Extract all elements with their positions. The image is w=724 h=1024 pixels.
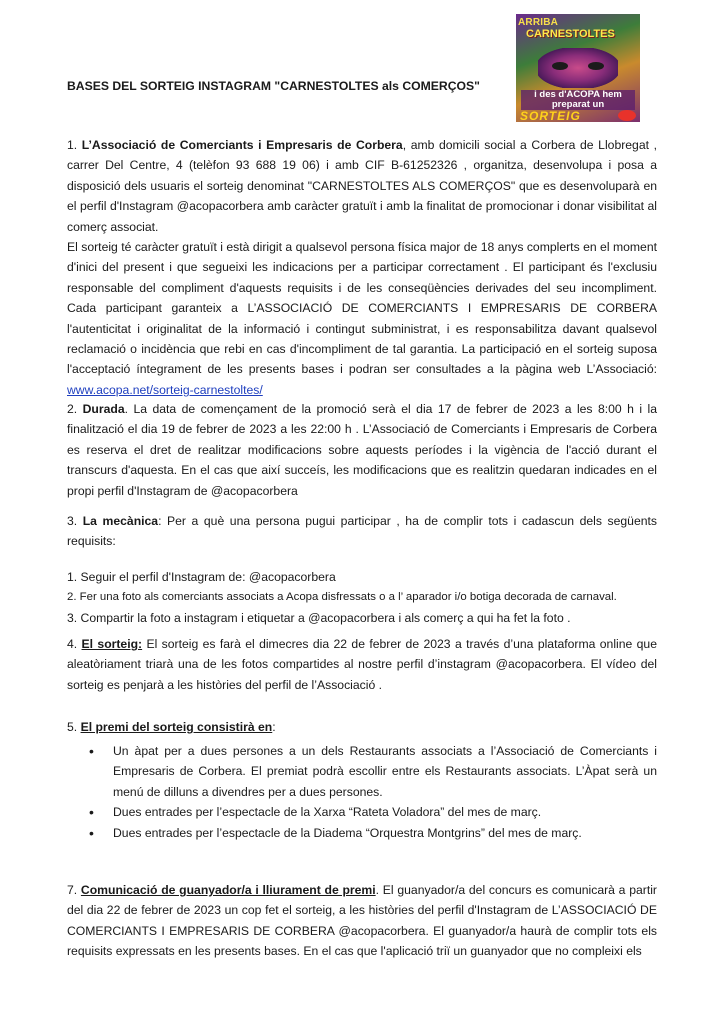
- document-title: BASES DEL SORTEIG INSTAGRAM "CARNESTOLTES als COMERÇOS": [67, 79, 480, 93]
- prize-item: • Un àpat per a dues persones a un dels Restaurants associats a l’Associació de Comerciants i Empresaris de Corbera. El premiat podrà escollir entre els Restaurants associats. L’Àpat serà un menú de dilluns a divendres per a dues persones.: [67, 741, 657, 802]
- section-7: [67, 880, 657, 962]
- section-5-heading: El premi del sorteig consistirà en: [80, 720, 273, 734]
- section-7-number: 7.: [67, 883, 81, 897]
- section-2: [67, 399, 657, 501]
- requirement-2: 2. Fer una foto als comerciants associats a Acopa disfressats o a l’ aparador i/o botiga decorada de carnaval.: [67, 591, 617, 604]
- carnival-mask-icon: [538, 48, 618, 88]
- carnival-promo-image: [516, 14, 640, 122]
- section-2-number: 2.: [67, 402, 83, 416]
- section-2-heading: Durada: [82, 402, 125, 416]
- prize-item: • Dues entrades per l’espectacle de la Xarxa “Rateta Voladora” del mes de març.: [67, 802, 657, 822]
- section-1-number: 1.: [67, 138, 78, 152]
- section-3-text: : Per a què una persona pugui participar , ha de complir tots i cadascun dels següents requisits:: [67, 514, 657, 549]
- section-2-text: . La data de començament de la promoció serà el dia 17 de febrer de 2023 a les 8:00 h i la finalització el dia 19 de febrer de 2023 a les 22:00 h . L’Associació de Comerciants i Empresaris de Corbera es reserva el dret de realitzar modificacions sobre aquests períodes i la vigència de l'acció durant el transcurs d'aquesta. En el cas que així succeís, les modificacions que es realitzin quedaran indicades en el propi perfil d'Instagram de @acopacorbera: [67, 402, 657, 498]
- section-1: [67, 135, 657, 400]
- section-4-number: 4.: [67, 637, 82, 651]
- section-1-text-b: El sorteig té caràcter gratuït i està dirigit a qualsevol persona física major de 18 anys complerts en el moment d'inici del present i que segueixi les indicacions per a participar correctament . El participant és l'exclusiu responsable del compliment d'aquests requisits i de les conseqüències derivades del seu incompliment. Cada participant garanteix a L’ASSOCIACIÓ DE COMERCIANTS I EMPRESARIS DE CORBERA l'autenticitat i originalitat de la informació i contingut subministrat, i es responsabilitza davant qualsevol reclamació o incidència que rebi en cas d'incompliment de tal garantia. La participació en el sorteig suposa l'acceptació íntegrament de les presents bases i podran ser consultades a la pàgina web L’Associació:: [67, 240, 657, 377]
- section-4-heading: El sorteig:: [81, 637, 143, 651]
- section-3: [67, 511, 657, 552]
- section-7-heading: Comunicació de guanyador/a i lliurament de premi: [80, 883, 376, 897]
- prize-list: [67, 741, 657, 843]
- prize-item: • Dues entrades per l’espectacle de la Diadema “Orquestra Montgrins” del mes de març.: [67, 823, 657, 843]
- requirements-list: [67, 567, 657, 628]
- section-5-number: 5.: [67, 720, 81, 734]
- section-5: [67, 717, 657, 737]
- acopa-logo-icon: [618, 110, 636, 121]
- section-4: [67, 634, 657, 695]
- requirement-3: 3. Compartir la foto a instagram i etiquetar a @acopacorbera i als comerç a qui ha fet la foto .: [67, 610, 571, 625]
- promo-line-1: ARRIBA: [518, 17, 559, 28]
- section-1-heading: L’Associació de Comerciants i Empresaris de Corbera: [77, 138, 403, 152]
- section-7-text: . El guanyador/a del concurs es comunicarà a partir del dia 22 de febrer de 2023 un cop fet el sorteig, a les històries del perfil d'Instagram de L’ASSOCIACIÓ DE COMERCIANTS I EMPRESARIS DE CORBERA @acopacorbera. El guanyador/a haurà de complir tots els requisits expressats en les presents bases. En el cas que l'aplicació triï un guanyador que no compleixi els: [67, 883, 657, 959]
- section-5-text: :: [272, 720, 276, 734]
- bases-link[interactable]: www.acopa.net/sorteig-carnestoltes/: [67, 382, 263, 397]
- section-3-heading: La mecànica: [82, 514, 159, 528]
- section-1-text-a: , amb domicili social a Corbera de Llobregat , carrer Del Centre, 4 (telèfon 93 688 19 06) i amb CIF B-61252326 , organitza, desenvolupa i posa a disposició dels usuaris el sorteig denominat "CARNESTOLTES ALS COMERÇOS" que es desenvoluparà en el perfil d'Instagram @acopacorbera amb caràcter gratuït i amb la finalitat de promocionar i donar visibilitat al comerç associat.: [67, 138, 657, 234]
- promo-line-2: CARNESTOLTES: [526, 28, 615, 40]
- requirement-1: 1. Seguir el perfil d'Instagram de: @acopacorbera: [67, 570, 336, 584]
- promo-line-4: SORTEIG: [520, 109, 581, 122]
- section-3-number: 3.: [67, 514, 83, 528]
- promo-line-3: i des d'ACOPA hem preparat un: [521, 90, 635, 110]
- section-4-text: El sorteig es farà el dimecres dia 22 de febrer de 2023 a través d’una plataforma online que aleatòriament triarà una de les fotos compartides al nostre perfil d’instagram @acopacorbera. El vídeo del sorteig es penjarà a les històries del perfil de l’Associació .: [67, 637, 657, 692]
